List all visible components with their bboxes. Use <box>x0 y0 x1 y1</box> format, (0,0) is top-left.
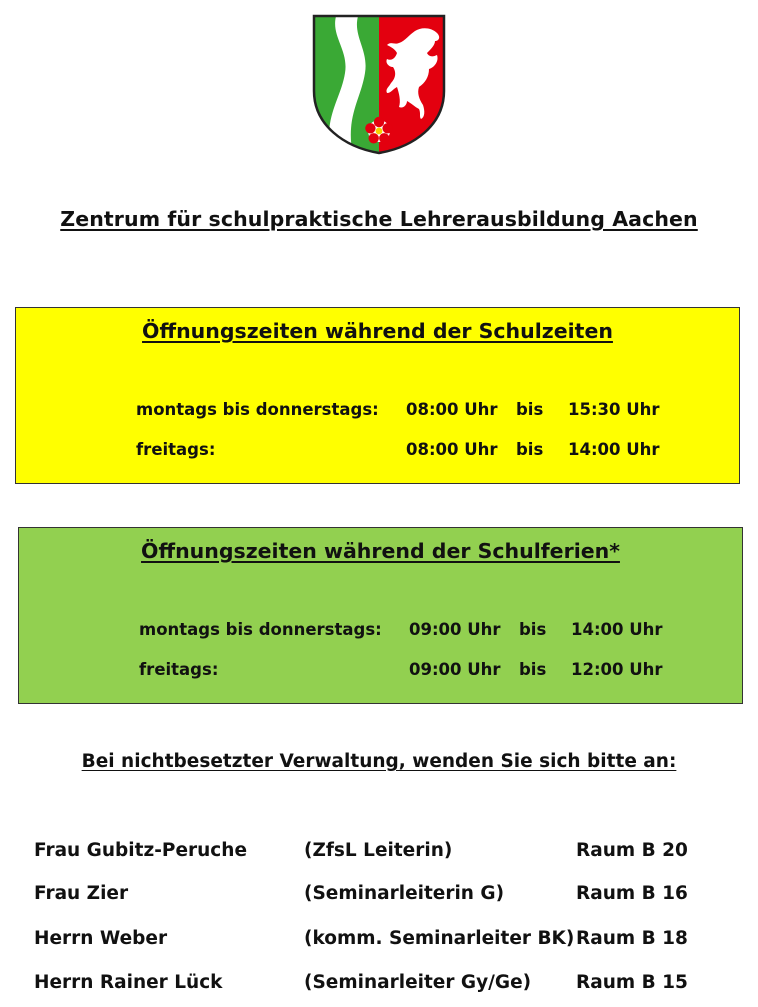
contact-room: Raum B 16 <box>576 883 688 904</box>
hours-from: 09:00 Uhr <box>409 620 501 639</box>
hours-days: montags bis donnerstags: <box>139 620 382 639</box>
school-hours-title: Öffnungszeiten während der Schulzeiten <box>142 319 613 343</box>
hours-from: 09:00 Uhr <box>409 660 501 679</box>
contact-role: (ZfsL Leiterin) <box>304 840 453 861</box>
school-hours-box <box>15 307 740 484</box>
nrw-coat-of-arms-icon <box>311 13 447 155</box>
page-title: Zentrum für schulpraktische Lehrerausbildung Aachen <box>60 207 698 231</box>
contact-row <box>0 883 758 909</box>
holiday-hours-title: Öffnungszeiten während der Schulferien* <box>141 539 620 563</box>
holiday-hours-row <box>19 620 742 642</box>
contact-room: Raum B 15 <box>576 972 688 993</box>
contact-name: Frau Zier <box>34 883 129 904</box>
hours-days: freitags: <box>139 660 219 679</box>
hours-to: 15:30 Uhr <box>568 400 660 419</box>
contact-row <box>0 840 758 866</box>
contact-name: Frau Gubitz-Peruche <box>34 840 247 861</box>
contact-role: (Seminarleiter Gy/Ge) <box>304 972 532 993</box>
school-hours-row <box>16 440 739 462</box>
contact-room: Raum B 20 <box>576 840 688 861</box>
hours-separator: bis <box>519 660 547 679</box>
hours-separator: bis <box>516 440 544 459</box>
contact-role: (komm. Seminarleiter BK) <box>304 928 575 949</box>
contacts-heading: Bei nichtbesetzter Verwaltung, wenden Sie sich bitte an: <box>81 751 677 772</box>
contact-room: Raum B 18 <box>576 928 688 949</box>
hours-days: freitags: <box>136 440 216 459</box>
holiday-hours-row <box>19 660 742 682</box>
hours-to: 14:00 Uhr <box>568 440 660 459</box>
hours-separator: bis <box>516 400 544 419</box>
hours-to: 14:00 Uhr <box>571 620 663 639</box>
hours-from: 08:00 Uhr <box>406 400 498 419</box>
hours-days: montags bis donnerstags: <box>136 400 379 419</box>
contact-name: Herrn Weber <box>34 928 168 949</box>
hours-from: 08:00 Uhr <box>406 440 498 459</box>
contact-role: (Seminarleiterin G) <box>304 883 505 904</box>
holiday-hours-box <box>18 527 743 704</box>
contact-row <box>0 972 758 998</box>
hours-separator: bis <box>519 620 547 639</box>
contact-row <box>0 928 758 954</box>
hours-to: 12:00 Uhr <box>571 660 663 679</box>
contact-name: Herrn Rainer Lück <box>34 972 223 993</box>
school-hours-row <box>16 400 739 422</box>
